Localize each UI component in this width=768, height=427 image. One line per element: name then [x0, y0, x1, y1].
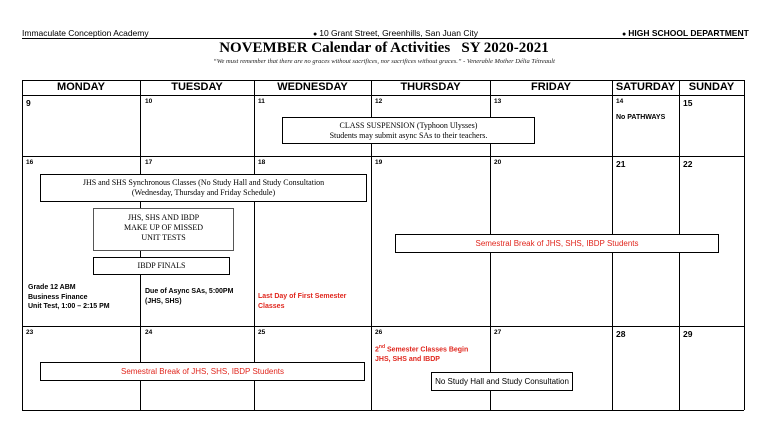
- day-header-tuesday: TUESDAY: [171, 81, 223, 93]
- day-header-sunday: SUNDAY: [688, 81, 735, 93]
- day-header-saturday: SATURDAY: [615, 81, 676, 93]
- date-cell: 19: [375, 159, 383, 166]
- async-due-note: Due of Async SAs, 5:00PM (JHS, SHS): [145, 288, 234, 305]
- date-cell: 28: [616, 329, 626, 339]
- class-suspension-box: CLASS SUSPENSION (Typhoon Ulysses) Students may submit async SAs to their teachers.: [282, 117, 535, 144]
- makeup-tests-box: JHS, SHS AND IBDP MAKE UP OF MISSED UNIT TESTS: [93, 208, 234, 251]
- last-day-note: Last Day of First Semester Classes: [258, 293, 347, 310]
- page-quote: “We must remember that there are no graces without sacrifices, nor sacrifices without graces.” - Venerable Mother Délia Tétreault: [213, 58, 555, 65]
- school-name: Immaculate Conception Academy: [22, 28, 149, 38]
- date-cell: 18: [258, 159, 266, 166]
- date-cell: 20: [494, 159, 502, 166]
- department-label: ● HIGH SCHOOL DEPARTMENT: [622, 28, 749, 38]
- date-cell: 21: [616, 159, 626, 169]
- semestral-break-box: Semestral Break of JHS, SHS, IBDP Students: [395, 234, 719, 253]
- no-study-hall-box: No Study Hall and Study Consultation: [431, 372, 573, 391]
- day-header-thursday: THURSDAY: [400, 81, 461, 93]
- second-sem-note: 2nd Semester Classes Begin JHS, SHS and IBDP: [375, 344, 469, 363]
- bullet-icon: ●: [313, 31, 318, 38]
- date-cell: 29: [683, 329, 693, 339]
- sync-classes-box: JHS and SHS Synchronous Classes (No Study Hall and Study Consultation (Wednesday, Thursday and Friday Schedule): [40, 174, 367, 202]
- date-cell: 12: [375, 98, 383, 105]
- page-title: NOVEMBER Calendar of Activities SY 2020-2021: [219, 40, 549, 56]
- date-cell: 11: [258, 98, 265, 105]
- day-header-wednesday: WEDNESDAY: [277, 81, 348, 93]
- date-cell: 16: [26, 159, 34, 166]
- ibdp-finals-box: IBDP FINALS: [93, 257, 230, 275]
- date-cell: 10: [145, 98, 153, 105]
- date-cell: 13: [494, 98, 502, 105]
- day-header-friday: FRIDAY: [531, 81, 571, 93]
- date-cell: 15: [683, 98, 693, 108]
- date-cell: 22: [683, 159, 693, 169]
- date-cell: 26: [375, 329, 383, 336]
- semestral-break-box-2: Semestral Break of JHS, SHS, IBDP Students: [40, 362, 365, 381]
- header-divider: [22, 38, 744, 39]
- date-cell: 9: [26, 98, 31, 108]
- date-cell: 24: [145, 329, 153, 336]
- date-cell: 23: [26, 329, 34, 336]
- school-address: ● 10 Grant Street, Greenhills, San Juan City: [313, 28, 478, 38]
- date-cell: 14: [616, 98, 624, 105]
- date-cell: 17: [145, 159, 153, 166]
- day-header-monday: MONDAY: [57, 81, 105, 93]
- bullet-icon: ●: [622, 31, 627, 38]
- date-cell: 27: [494, 329, 502, 336]
- grade12-test-note: Grade 12 ABM Business Finance Unit Test, 1:00 – 2:15 PM: [28, 284, 110, 310]
- date-cell: 25: [258, 329, 266, 336]
- no-pathways-note: No PATHWAYS: [616, 114, 666, 121]
